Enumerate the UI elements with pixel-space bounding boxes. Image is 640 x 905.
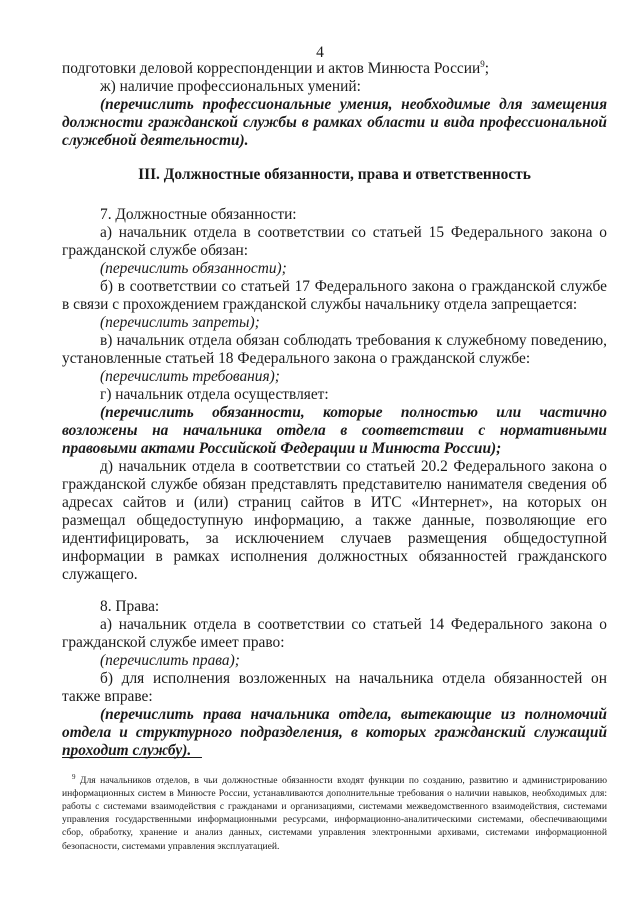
line-text: подготовки деловой корреспонденции и актов Минюста России (62, 60, 481, 77)
duty-d: д) начальник отдела в соответствии со статьей 20.2 Федерального закона о гражданской службе обязан представлять представителю нанимателя сведения об адресах сайтов и (или) страниц сайтов в ИТС «Интернет», на которых он размещал общедоступную информацию, а также данные, позволяющие его идентифицировать, за исключением случаев размещения общедоступной информации в рамках исполнения должностных обязанностей гражданского служащего. (62, 458, 607, 583)
duty-g: г) начальник отдела осуществляет: (100, 386, 329, 403)
page-number: 4 (316, 44, 324, 61)
right-a: а) начальник отдела в соответствии со статьей 14 Федерального закона о гражданской службе имеет право: (62, 616, 607, 651)
duty-a-hint: (перечислить обязанности); (100, 260, 287, 277)
footnote-ref: 9 (480, 58, 485, 69)
spacer (62, 584, 607, 598)
continued-line (62, 60, 607, 78)
duty-b-hint: (перечислить запреты); (100, 314, 260, 331)
footnote (62, 774, 607, 853)
item-zh-hint: (перечислить профессиональные умения, необходимые для замещения должности гражданской службы в рамках области и вида профессиональной служебной деятельности). (62, 96, 607, 149)
duty-b: б) в соответствии со статьей 17 Федерального закона о гражданской службе в связи с прохождением гражданской службы начальнику отдела запрещается: (62, 278, 607, 313)
duties-heading: 7. Должностные обязанности: (100, 206, 297, 223)
duty-a: а) начальник отдела в соответствии со статьей 15 Федерального закона о гражданской службе обязан: (62, 224, 607, 259)
item-zh: ж) наличие профессиональных умений: (100, 78, 361, 95)
footnote-mark: 9 (72, 772, 76, 781)
duty-v-hint: (перечислить требования); (100, 368, 280, 385)
page-body (62, 60, 607, 760)
section-title: III. Должностные обязанности, права и ответственность (138, 166, 531, 183)
footnote-separator (62, 757, 202, 758)
rights-heading: 8. Права: (100, 598, 160, 615)
right-b-hint: (перечислить права начальника отдела, вытекающие из полномочий отдела и структурного подразделения, в которых гражданский служащий проходит службу). (62, 706, 607, 759)
footnote-text: Для начальников отделов, в чьи должностные обязанности входят функции по созданию, развитию и администрированию информационных систем в Минюсте России, устанавливаются дополнительные требования о наличии навыков, необходимых для: работы с системами взаимодействия с гражданами и организациями, системами межведомственного взаимодействия, системами управления государственными информационными ресурсами, информационно-аналитическими системами, обеспечивающими сбор, обработку, хранение и анализ данных, системами управления электронными архивами, системами информационной безопасности, системами управления эксплуатацией. (62, 774, 607, 852)
right-b: б) для исполнения возложенных на начальника отдела обязанностей он также вправе: (62, 670, 607, 705)
duty-g-hint: (перечислить обязанности, которые полностью или частично возложены на начальника отдела в соответствии с нормативными правовыми актами Российской Федерации и Минюста России); (62, 404, 607, 457)
duty-v: в) начальник отдела обязан соблюдать требования к служебному поведению, установленные статьей 18 Федерального закона о гражданской службе: (62, 332, 607, 367)
right-a-hint: (перечислить права); (100, 652, 240, 669)
line-end: ; (484, 60, 489, 77)
